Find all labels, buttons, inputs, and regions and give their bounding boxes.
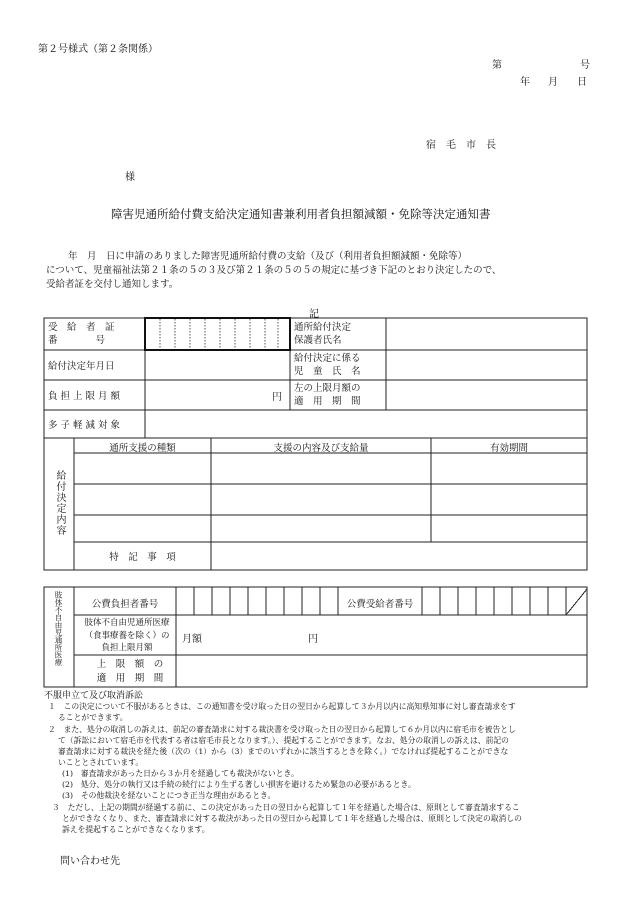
limit-period-label-line2: 適 用 期 間 xyxy=(294,396,361,407)
child-name-label-line2: 児 童 氏 名 xyxy=(294,366,361,377)
decision-content-label: 給付決定内容 xyxy=(54,470,65,536)
child-name-label xyxy=(290,350,386,380)
date-month: 月 xyxy=(548,77,558,88)
note-2b: て（訴訟において宿毛市を代表する者は宿毛市長となります。）、提起することができます。なお、処分の取消しの訴えは、前記の xyxy=(58,736,509,745)
document-title: 障害児通所給付費支給決定通知書兼利用者負担額減額・免除等決定通知書 xyxy=(111,207,491,221)
child-name-label-line1: 給付決定に係る xyxy=(294,353,361,364)
medical-limit-label-line3: 負担上限月額 xyxy=(101,643,153,653)
note-3c: 訴えを提起することができなくなります。 xyxy=(62,825,210,834)
recipient-number-label xyxy=(44,318,145,350)
ki-mark: 記 xyxy=(309,309,319,320)
col-support-content: 支援の内容及び支給量 xyxy=(273,443,369,454)
intro-line-3: 受給者証を交付し通知します。 xyxy=(46,279,179,290)
limit-period-label xyxy=(290,380,386,410)
form-number: 第２号様式（第２条関係） xyxy=(38,44,158,55)
limit-period-label-line1: 左の上限月額の xyxy=(294,383,361,394)
note-sub-1: (1) 審査請求があった日から３か月を経過しても裁決がないとき。 xyxy=(62,769,299,778)
col-support-type: 通所支援の種類 xyxy=(109,443,176,454)
monthly-amount-yen: 円 xyxy=(308,634,318,645)
intro-line-2: について、児童福祉法第２１条の５の３及び第２１条の５の５の規定に基づき下記のとおり決定したので、 xyxy=(46,265,502,276)
col-valid-period: 有効期間 xyxy=(489,443,528,454)
note-2c: 審査請求に対する裁決を経た後（次の（1）から（3）までのいずれかに該当するときを除く。）でなければ提起することができな xyxy=(58,747,509,756)
payer-number-label: 公費負担者番号 xyxy=(91,599,159,610)
burden-limit-label: 負担上限月額 xyxy=(48,391,124,402)
medical-limit-label-line2: （食事療養を除く）の xyxy=(84,630,170,641)
doc-number-prefix: 第 xyxy=(492,60,502,71)
note-2d: いこととされています。 xyxy=(58,758,144,767)
note-2a: ２ また、処分の取消しの訴えは、前記の審査請求に対する裁決書を受け取った日の翌日から起算して６か月以内に宿毛市を被告とし xyxy=(48,725,516,734)
intro-line-1: 年 月 日に申請のありました障害児通所給付費の支給（及び（利用者負担額減額・免除等） xyxy=(68,251,468,262)
guardian-name-label xyxy=(290,318,386,350)
special-notes-label: 特 記 事 項 xyxy=(109,552,176,563)
multi-child-label: 多子軽減対象 xyxy=(48,420,124,431)
note-3b: とができなくなり、また、審査請求に対する裁決があった日の翌日から起算して１年を経過した場合は、原則として決定の取消しの xyxy=(62,814,522,823)
recipient-number-label-line2: 番 号 xyxy=(48,335,106,346)
note-sub-2: (2) 処分、処分の執行又は手続の続行により生ずる著しい損害を避けるため緊急の必要があるとき。 xyxy=(62,780,416,789)
contact-label: 問い合わせ先 xyxy=(60,856,120,867)
medical-limit-label-line1: 肢体不自由児通所医療 xyxy=(84,618,170,628)
note-1a: １ この決定について不服があるときは、この通知書を受け取った日の翌日から起算して３か月以内に高知県知事に対し審査請求をす xyxy=(48,702,516,711)
monthly-amount-label: 月額 xyxy=(182,634,202,645)
addressee-suffix: 様 xyxy=(125,172,135,183)
limit-apply-period-label xyxy=(84,658,176,686)
note-1b: ることができます。 xyxy=(58,713,128,722)
date-day: 日 xyxy=(577,77,587,88)
burden-limit-yen: 円 xyxy=(272,392,282,403)
note-sub-3: (3) その他裁決を経ないことにつき正当な理由があるとき。 xyxy=(62,791,276,800)
notes-heading: 不服申立て及び取消訴訟 xyxy=(44,691,144,701)
guardian-name-label-line1: 通所給付決定 xyxy=(294,322,352,333)
medical-limit-label xyxy=(82,617,172,655)
note-3a: ３ ただし、上記の期間が経過する前に、この決定があった日の翌日から起算して１年を経過した場合は、原則として審査請求するこ xyxy=(52,803,520,812)
guardian-name-label-line2: 保護者氏名 xyxy=(294,335,342,346)
limit-apply-period-label-line2: 適 用 期 間 xyxy=(96,673,164,684)
decision-date-label: 給付決定年月日 xyxy=(48,361,115,372)
issuer-name: 宿 毛 市 長 xyxy=(426,140,496,151)
recipient-public-number-label: 公費受給者番号 xyxy=(346,599,414,610)
date-year: 年 xyxy=(520,77,530,88)
limit-apply-period-label-line1: 上 限 額 の xyxy=(96,659,164,670)
doc-number-suffix: 号 xyxy=(580,60,590,71)
limb-medical-side-label: 肢体不自由児通所医療 xyxy=(54,591,63,666)
recipient-number-label-line1: 受 給 者 証 xyxy=(48,322,115,333)
